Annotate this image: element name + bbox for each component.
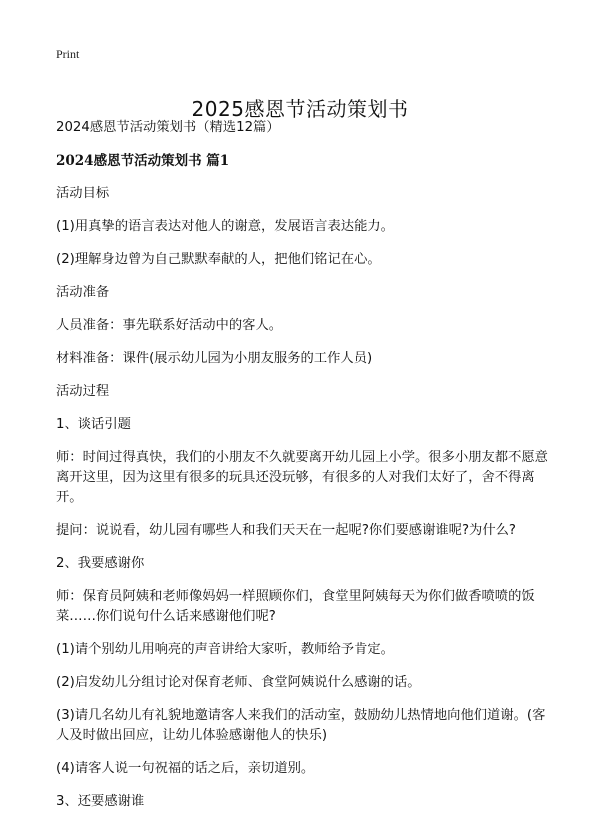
section-heading: 2024感恩节活动策划书 篇1 bbox=[56, 153, 230, 169]
preparation-item: 人员准备：事先联系好活动中的客人。 bbox=[56, 318, 283, 333]
heading-preparation: 活动准备 bbox=[56, 285, 110, 300]
body-paragraph: 师：时间过得真快，我们的小朋友不久就要离开幼儿园上小学。很多小朋友都不愿意离开这里，因为这里有很多的玩具还没玩够，有很多的人对我们太好了，舍不得离开。 bbox=[56, 450, 548, 505]
process-item: (3)请几名幼儿有礼貌地邀请客人来我们的活动室，鼓励幼儿热情地向他们道谢。(客人及时做出回应，让幼儿体验感谢他人的快乐) bbox=[56, 708, 546, 743]
print-label: Print bbox=[56, 47, 80, 61]
objective-item: (1)用真挚的语言表达对他人的谢意，发展语言表达能力。 bbox=[56, 219, 394, 234]
body-paragraph: 师：保育员阿姨和老师像妈妈一样照顾你们，食堂里阿姨每天为你们做香喷喷的饭菜……你们说句什么话来感谢他们呢? bbox=[56, 589, 535, 624]
process-step-heading: 3、还要感谢谁 bbox=[56, 794, 145, 809]
process-item: (4)请客人说一句祝福的话之后，亲切道别。 bbox=[56, 761, 315, 776]
process-item: (2)启发幼儿分组讨论对保育老师、食堂阿姨说什么感谢的话。 bbox=[56, 675, 421, 690]
preparation-item: 材料准备：课件(展示幼儿园为小朋友服务的工作人员) bbox=[56, 351, 373, 366]
document-subtitle: 2024感恩节活动策划书（精选12篇） bbox=[56, 120, 280, 135]
document-title: 2025感恩节活动策划书 bbox=[191, 97, 409, 122]
objective-item: (2)理解身边曾为自己默默奉献的人，把他们铭记在心。 bbox=[56, 252, 381, 267]
body-paragraph: 提问：说说看，幼儿园有哪些人和我们天天在一起呢?你们要感谢谁呢?为什么? bbox=[56, 523, 516, 538]
heading-objectives: 活动目标 bbox=[56, 186, 110, 201]
process-step-heading: 2、我要感谢你 bbox=[56, 556, 145, 571]
heading-process: 活动过程 bbox=[56, 384, 110, 399]
process-step-heading: 1、谈话引题 bbox=[56, 417, 131, 432]
document-body bbox=[56, 118, 556, 825]
process-item: (1)请个别幼儿用响亮的声音讲给大家听，教师给予肯定。 bbox=[56, 642, 394, 657]
